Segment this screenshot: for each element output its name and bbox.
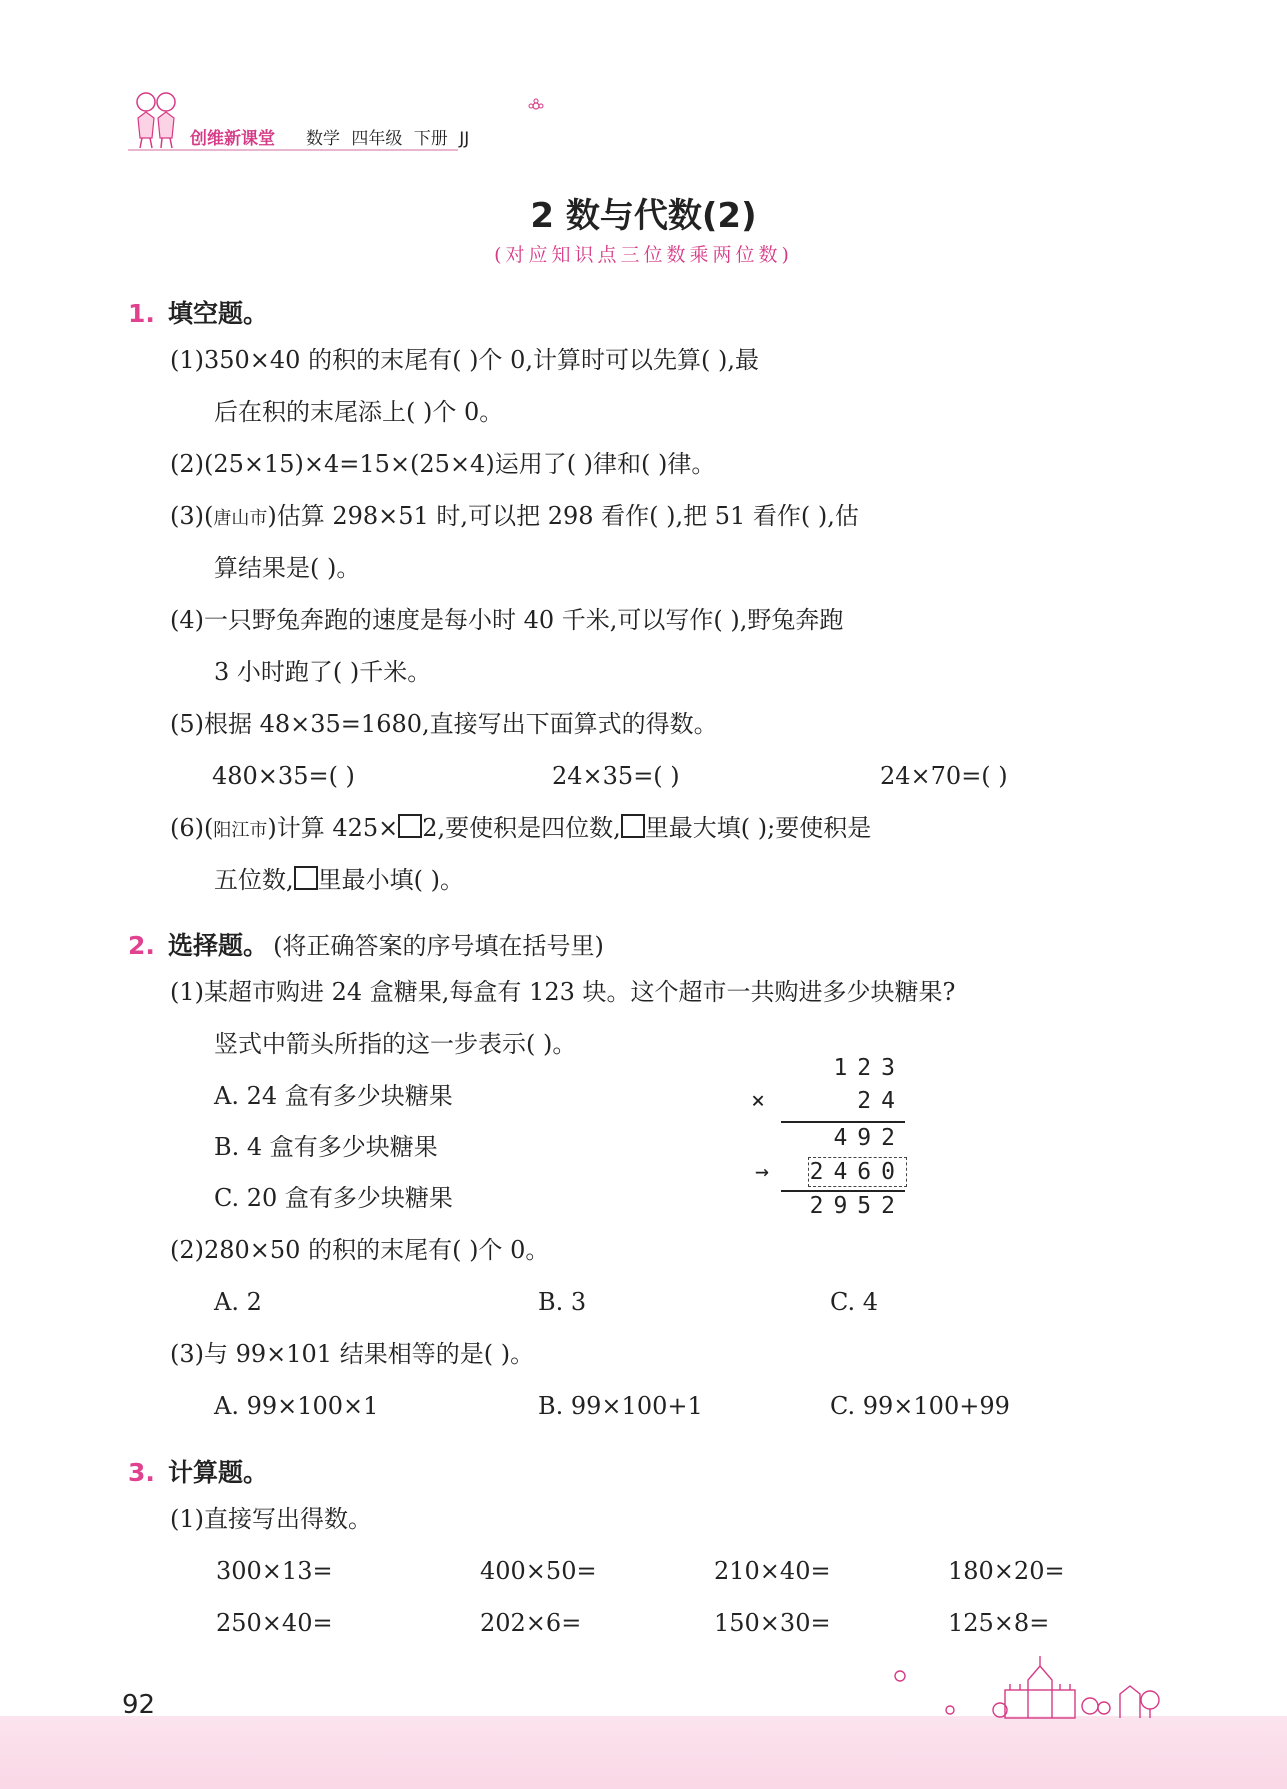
q1-6-text-e: 里最小填( )。 bbox=[317, 866, 464, 894]
calc-item: 125×8= bbox=[948, 1609, 1050, 1637]
blank-box bbox=[621, 814, 645, 838]
children-logo-icon bbox=[128, 88, 186, 150]
q2-2: (2)280×50 的积的末尾有( )个 0。 bbox=[170, 1236, 550, 1264]
calc-item: 180×20= bbox=[948, 1557, 1065, 1585]
q1-5-c: 24×70=( ) bbox=[880, 762, 1008, 790]
header-subject: 数学 四年级 下册 JJ bbox=[306, 129, 470, 149]
q1-6-text-b: 2,要使积是四位数, bbox=[422, 814, 621, 842]
calc-item: 250×40= bbox=[216, 1609, 333, 1637]
arrow-icon: → bbox=[755, 1159, 769, 1185]
q1-3-line2: 算结果是( )。 bbox=[214, 554, 361, 582]
q2-1-line2: 竖式中箭头所指的这一步表示( )。 bbox=[214, 1030, 577, 1058]
flower-icon bbox=[528, 98, 544, 114]
section-3-heading bbox=[128, 1453, 268, 1489]
footer-band bbox=[0, 1716, 1287, 1789]
vertical-rule bbox=[781, 1190, 905, 1192]
q1-1-line1: (1)350×40 的积的末尾有( )个 0,计算时可以先算( ),最 bbox=[170, 346, 759, 374]
vertical-row-3: 492 bbox=[833, 1125, 905, 1151]
q1-5-b: 24×35=( ) bbox=[552, 762, 680, 790]
page-title: 2 数与代数(2) bbox=[530, 196, 757, 236]
q2-1-line1: (1)某超市购进 24 盒糖果,每盒有 123 块。这个超市一共购进多少块糖果? bbox=[170, 978, 956, 1006]
section-title: 计算题。 bbox=[168, 1458, 269, 1487]
section-2-heading bbox=[128, 926, 604, 962]
q2-1-option-a: A. 24 盒有多少块糖果 bbox=[214, 1082, 453, 1110]
calc-item: 202×6= bbox=[480, 1609, 582, 1637]
section-title: 填空题。 bbox=[168, 299, 269, 328]
q1-6-text-a: )计算 425× bbox=[267, 814, 399, 842]
q1-3-prefix: (3)( bbox=[170, 502, 214, 530]
q1-5: (5)根据 48×35=1680,直接写出下面算式的得数。 bbox=[170, 710, 718, 738]
section-number: 3. bbox=[128, 1458, 155, 1487]
q2-3: (3)与 99×101 结果相等的是( )。 bbox=[170, 1340, 535, 1368]
section-title: 选择题。 bbox=[168, 931, 269, 960]
q1-6-line2 bbox=[214, 865, 464, 895]
region-tag: 阳江市 bbox=[213, 820, 268, 841]
blank-box bbox=[398, 814, 422, 838]
section-number: 1. bbox=[128, 299, 155, 328]
calc-item: 150×30= bbox=[714, 1609, 831, 1637]
section-note: (将正确答案的序号填在括号里) bbox=[273, 932, 604, 960]
multiply-sign: × bbox=[751, 1088, 765, 1114]
page-subtitle: (对应知识点三位数乘两位数) bbox=[494, 244, 793, 266]
q2-3-option-b: B. 99×100+1 bbox=[538, 1392, 703, 1420]
q2-1-option-b: B. 4 盒有多少块糖果 bbox=[214, 1133, 438, 1161]
q1-4-line2: 3 小时跑了( )千米。 bbox=[214, 658, 432, 686]
q1-6-text-d: 五位数, bbox=[214, 866, 294, 894]
q3-1: (1)直接写出得数。 bbox=[170, 1505, 372, 1533]
q2-3-option-c: C. 99×100+99 bbox=[830, 1392, 1010, 1420]
q1-6-text-c: 里最大填( );要使积是 bbox=[644, 814, 872, 842]
page-number: 92 bbox=[122, 1690, 156, 1720]
q1-5-a: 480×35=( ) bbox=[212, 762, 355, 790]
q1-3-line1 bbox=[170, 501, 859, 534]
castle-illustration-icon bbox=[880, 1650, 1180, 1720]
vertical-row-4: 2460 bbox=[809, 1159, 905, 1185]
calc-item: 210×40= bbox=[714, 1557, 831, 1585]
q1-6-line1 bbox=[170, 813, 871, 846]
vertical-row-1: 123 bbox=[833, 1055, 905, 1081]
section-number: 2. bbox=[128, 931, 155, 960]
vertical-row-5: 2952 bbox=[809, 1193, 905, 1219]
q2-2-option-b: B. 3 bbox=[538, 1288, 587, 1316]
q1-1-line2: 后在积的末尾添上( )个 0。 bbox=[214, 398, 504, 426]
region-tag: 唐山市 bbox=[213, 508, 268, 529]
q2-3-option-a: A. 99×100×1 bbox=[214, 1392, 379, 1420]
q1-3-text: )估算 298×51 时,可以把 298 看作( ),把 51 看作( ),估 bbox=[267, 502, 859, 530]
vertical-row-2: 24 bbox=[857, 1088, 905, 1114]
q1-6-prefix: (6)( bbox=[170, 814, 214, 842]
header-brand: 创维新课堂 bbox=[190, 129, 275, 149]
q1-4-line1: (4)一只野兔奔跑的速度是每小时 40 千米,可以写作( ),野兔奔跑 bbox=[170, 606, 844, 634]
q2-1-option-c: C. 20 盒有多少块糖果 bbox=[214, 1184, 453, 1212]
section-1-heading bbox=[128, 294, 268, 330]
calc-item: 300×13= bbox=[216, 1557, 333, 1585]
q2-2-option-c: C. 4 bbox=[830, 1288, 879, 1316]
header-divider bbox=[128, 149, 458, 151]
calc-item: 400×50= bbox=[480, 1557, 597, 1585]
vertical-rule bbox=[781, 1121, 905, 1123]
blank-box bbox=[294, 866, 318, 890]
q1-2: (2)(25×15)×4=15×(25×4)运用了( )律和( )律。 bbox=[170, 450, 716, 478]
q2-2-option-a: A. 2 bbox=[214, 1288, 262, 1316]
